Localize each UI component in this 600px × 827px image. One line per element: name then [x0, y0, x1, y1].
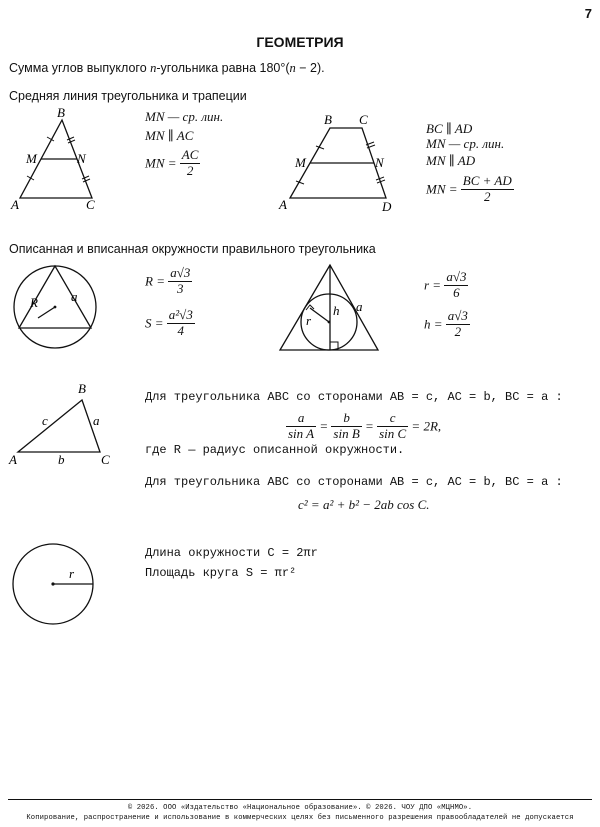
- polygon-angle-sum: Сумма углов выпуклого n-угольника равна 180°(n − 2).: [9, 61, 325, 75]
- cosines-intro: Для треугольника ABC со сторонами AB = c, AC = b, BC = a :: [145, 475, 563, 489]
- circle-length: Длина окружности C = 2πr: [145, 546, 318, 560]
- label-B: B: [324, 112, 332, 127]
- label-a: a: [356, 299, 363, 314]
- label-M: M: [295, 155, 306, 170]
- label-r: r: [69, 566, 75, 581]
- circle-area: Площадь круга S = πr²: [145, 566, 297, 580]
- circle-figure: [10, 540, 102, 632]
- label-N: N: [77, 151, 86, 166]
- trap-midline-parallel: MN ∥ AD: [426, 153, 476, 168]
- inscribed-circle-figure: [276, 262, 380, 354]
- trap-midline-formula: MN = $\frac{BC + AD}{2}$: [426, 173, 512, 204]
- midline-trapezoid-figure: [276, 112, 406, 216]
- law-of-sines-formula: $\frac{a}{\text{sin A}}$ = $\frac{b}{\text{sin B}}$ = $\frac{c}{\text{sin C}}$ = 2R,: [288, 410, 442, 441]
- trap-midline-def: MN — ср. лин.: [426, 136, 505, 151]
- circles-heading: Описанная и вписанная окружности правильного треугольника: [9, 242, 376, 256]
- label-R: R: [30, 295, 38, 310]
- tri-midline-def: MN — ср. лин.: [145, 109, 224, 124]
- label-C: C: [359, 112, 368, 127]
- label-A: A: [11, 197, 19, 212]
- label-a: a: [71, 289, 78, 304]
- label-c: c: [42, 413, 48, 428]
- label-D: D: [382, 199, 392, 214]
- page-title: ГЕОМЕТРИЯ: [256, 34, 344, 50]
- circumscribed-circle-figure: [8, 263, 108, 355]
- inradius-formula: r = $\frac{a√3}{6}$: [424, 269, 467, 300]
- label-A: A: [9, 452, 17, 467]
- label-A: A: [279, 197, 287, 212]
- footer-copyright: © 2026. ООО «Издательство «Национальное образование». © 2026. ЧОУ ДПО «МЦНМО».: [127, 804, 473, 812]
- area-formula: S = $\frac{\text{a²√3}}{4}$: [145, 307, 193, 338]
- label-N: N: [375, 155, 384, 170]
- footer-divider: [8, 799, 592, 800]
- label-C: C: [86, 197, 95, 212]
- label-M: M: [26, 151, 37, 166]
- circumradius-formula: R = $\frac{a√3}{3}$: [145, 265, 191, 296]
- midline-heading: Средняя линия треугольника и трапеции: [9, 89, 247, 103]
- midline-triangle-figure: [8, 106, 108, 214]
- trap-bases-parallel: BC ∥ AD: [426, 121, 473, 136]
- footer-rights: Копирование, распространение и использование в коммерческих целях без письменного разрешения правообладателей не допускается: [26, 814, 574, 822]
- sines-note: где R — радиус описанной окружности.: [145, 443, 405, 457]
- tri-midline-parallel: MN ∥ AC: [145, 128, 194, 143]
- label-B: B: [57, 106, 65, 120]
- label-b: b: [58, 452, 65, 467]
- law-of-cosines-formula: c² = a² + b² − 2ab cos C.: [298, 497, 430, 512]
- label-C: C: [101, 452, 110, 467]
- sines-intro: Для треугольника ABC со сторонами AB = c, AC = b, BC = a :: [145, 390, 563, 404]
- height-formula: h = $\frac{a√3}{2}$: [424, 308, 468, 339]
- label-h: h: [333, 303, 340, 318]
- tri-midline-formula: MN = $\frac{AC}{2}$: [145, 147, 199, 178]
- label-r: r: [306, 313, 312, 328]
- label-B: B: [78, 381, 86, 396]
- triangle-abc-figure: [6, 380, 126, 470]
- label-a: a: [93, 413, 100, 428]
- page-number: 7: [584, 6, 592, 21]
